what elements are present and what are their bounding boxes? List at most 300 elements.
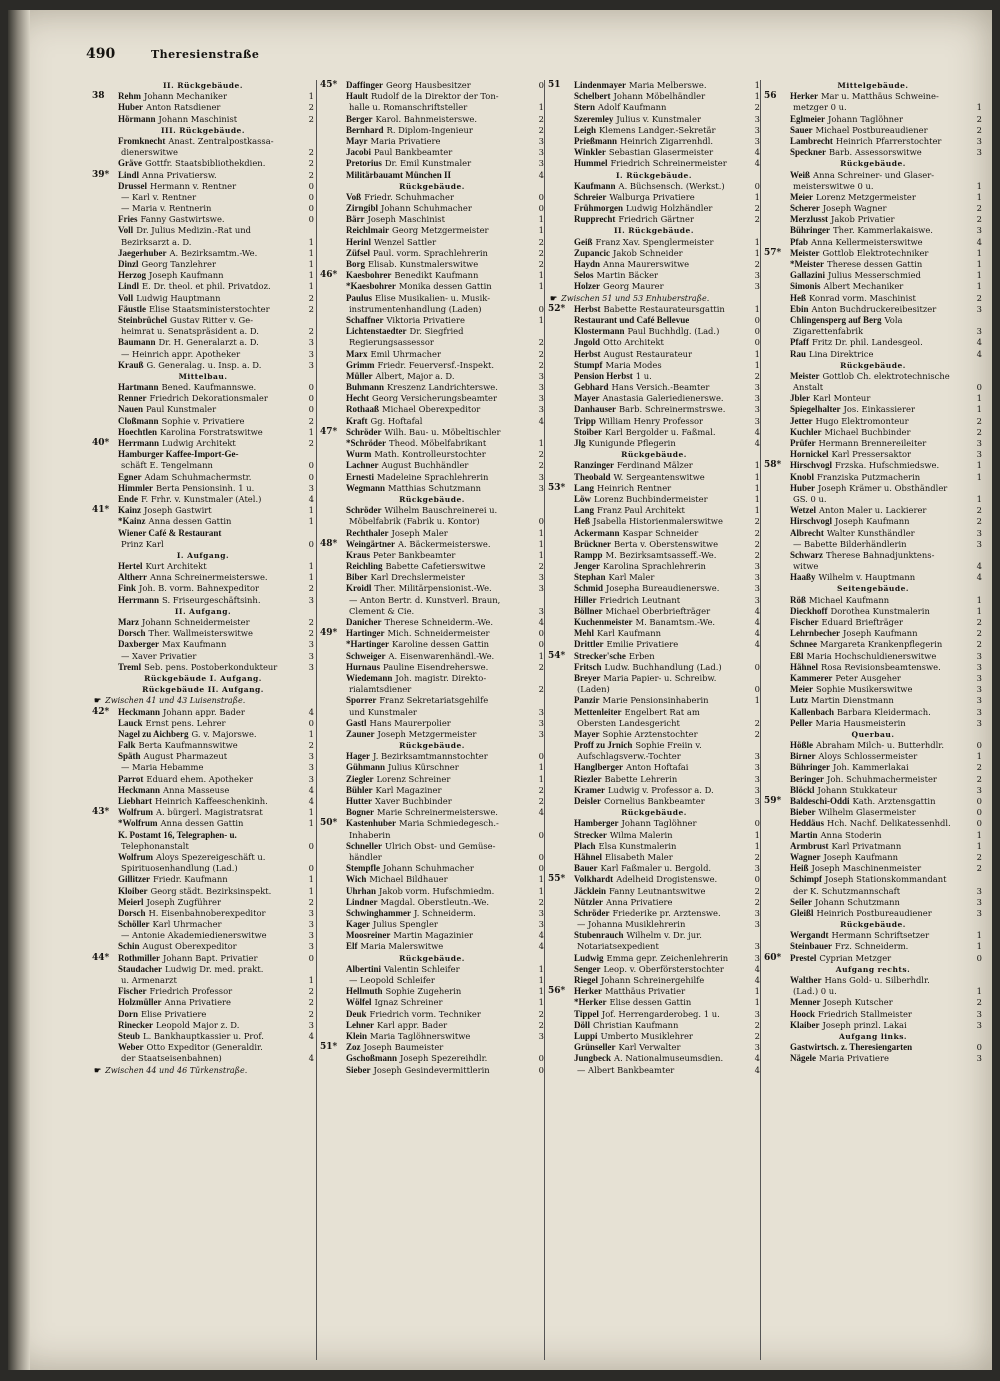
directory-entry <box>92 583 314 594</box>
entry-text <box>346 684 532 695</box>
entry-text <box>574 315 748 326</box>
entry-text <box>574 393 748 404</box>
floor-number: 2 <box>976 863 982 874</box>
entry-text <box>346 237 532 248</box>
entry-text <box>574 427 748 438</box>
resident-name: Grimm <box>346 359 375 370</box>
floor-number: 1 <box>976 270 982 281</box>
directory-entry <box>764 371 982 382</box>
directory-entry <box>320 617 544 628</box>
entry-text <box>574 270 748 281</box>
resident-description: Anton Hoftafai <box>626 762 689 773</box>
resident-name: Fromknecht <box>118 135 166 146</box>
resident-name: Heß <box>790 292 807 303</box>
resident-name: Steinbauer <box>790 941 833 952</box>
entry-text <box>574 606 748 617</box>
directory-entry <box>92 293 314 304</box>
resident-description: Joseph Krämer u. Obsthändler <box>818 482 948 493</box>
house-number <box>764 841 790 852</box>
entry-text <box>346 830 532 841</box>
house-number <box>548 751 574 762</box>
floor-number <box>748 673 760 684</box>
section-heading: I. Rückgebäude. <box>616 170 692 180</box>
entry-text <box>790 662 970 673</box>
house-number <box>764 740 790 751</box>
floor-number: 0 <box>976 382 982 393</box>
resident-description: halle u. Romanschriftsteller <box>349 102 468 113</box>
resident-name: Lauck <box>118 717 143 728</box>
floor-number: 4 <box>538 617 544 627</box>
house-number <box>764 326 790 337</box>
directory-entry <box>764 203 982 214</box>
floor-number: 3 <box>308 930 314 941</box>
entry-text <box>790 427 970 438</box>
resident-name: Kloiber <box>118 885 148 896</box>
resident-description: Joseph Kaufmann <box>823 851 899 862</box>
house-number: 48* <box>320 538 338 549</box>
floor-number: 0 <box>976 796 982 806</box>
house-number <box>548 662 574 673</box>
directory-entry <box>320 785 544 796</box>
entry-text <box>790 807 970 818</box>
entry-text <box>346 662 532 673</box>
entry-text <box>790 684 970 695</box>
floor-number: 3 <box>538 919 544 930</box>
directory-entry <box>320 360 544 371</box>
floor-number: 1 <box>754 348 760 359</box>
house-number <box>92 997 118 1008</box>
resident-description: Gottlob Ch. elektrotechnische <box>822 370 950 381</box>
floor-number: 4 <box>754 438 760 448</box>
resident-name: Fries <box>118 214 138 225</box>
house-number <box>764 718 790 729</box>
floor-number: 3 <box>754 1008 760 1019</box>
floor-number: 3 <box>538 158 544 169</box>
directory-entry <box>764 695 982 706</box>
floor-number: 1 <box>308 505 314 516</box>
resident-name: Kastenhuber <box>346 818 397 829</box>
resident-description: Therese Schneiderm.-We. <box>384 617 494 627</box>
floor-number: 2 <box>538 896 544 907</box>
entry-text <box>118 270 302 281</box>
house-number <box>320 617 346 628</box>
floor-number: 0 <box>976 952 982 963</box>
directory-entry <box>92 248 314 259</box>
resident-name: Dinzl <box>118 259 139 269</box>
resident-name: Löw <box>574 493 592 504</box>
entry-text <box>346 304 532 315</box>
resident-description: Therese Bahnadjunktens- <box>826 549 935 560</box>
resident-name: Kuchler <box>790 426 822 437</box>
house-number <box>320 897 346 908</box>
resident-description: Wilhelm Bauschreinerei u. <box>384 505 498 516</box>
resident-description: Emil Uhrmacher <box>370 348 442 359</box>
entry-text <box>790 438 970 449</box>
directory-entry <box>548 337 760 348</box>
directory-entry <box>764 651 982 662</box>
entry-text <box>574 919 748 930</box>
resident-description: Georg Tanzlehrer <box>141 259 216 269</box>
entry-text <box>346 1042 532 1053</box>
house-number <box>92 360 118 371</box>
resident-description: Anna Schreinermeisterswe. <box>150 572 268 583</box>
directory-entry <box>320 874 544 885</box>
directory-entry <box>548 751 760 762</box>
floor-number: 3 <box>754 796 760 806</box>
entry-text <box>790 695 970 706</box>
resident-description: Inhaberin <box>349 829 391 840</box>
directory-entry <box>764 136 982 147</box>
floor-number: 4 <box>754 1053 760 1064</box>
house-number <box>548 472 574 483</box>
entry-text <box>118 382 302 393</box>
floor-number: 1 <box>976 180 982 191</box>
resident-description: Joseph Kaufmann <box>835 516 910 527</box>
resident-description: Gg. Hoftafal <box>370 415 423 426</box>
house-number <box>92 841 118 852</box>
directory-entry <box>548 248 760 259</box>
resident-name: Herbst <box>574 348 601 359</box>
entry-text <box>790 483 970 494</box>
entry-text <box>346 248 532 259</box>
floor-number: 3 <box>754 393 760 404</box>
floor-number: 1 <box>976 471 982 482</box>
resident-description: Maria Schmiedegesch.- <box>399 818 499 829</box>
resident-name: Stoiber <box>574 426 602 437</box>
resident-name: Lang <box>574 505 595 516</box>
floor-number: 3 <box>538 572 544 583</box>
house-number <box>320 886 346 897</box>
directory-entry <box>764 505 982 516</box>
resident-description: Josepha Bureaudienerswe. <box>606 583 720 594</box>
section-heading: Seitengebäude. <box>837 584 909 594</box>
directory-entry <box>764 930 982 941</box>
house-number <box>92 930 118 941</box>
resident-name: Fritsch <box>574 661 602 672</box>
resident-description: Wenzel Sattler <box>374 236 437 247</box>
entry-text <box>574 830 748 841</box>
floor-number: 3 <box>754 135 760 146</box>
house-number <box>548 516 574 527</box>
resident-description: Therese dessen Gattin <box>826 259 923 269</box>
house-number <box>92 472 118 483</box>
floor-number: 1 <box>754 236 760 247</box>
resident-name: Schin <box>118 941 140 952</box>
house-number <box>320 293 346 304</box>
entry-text <box>574 964 748 975</box>
resident-description: Matthias Schutzmann <box>388 482 482 493</box>
resident-name: Kaufmann <box>574 180 616 191</box>
entry-text <box>574 751 748 762</box>
resident-name: Frühmorgen <box>574 203 623 214</box>
floor-number: 3 <box>754 594 760 605</box>
directory-entry <box>320 102 544 113</box>
resident-name: Bärr <box>346 214 365 225</box>
floor-number: 3 <box>976 1053 982 1064</box>
directory-entry <box>320 371 544 382</box>
resident-description: Eduard ehem. Apotheker <box>146 773 253 784</box>
resident-name: Gräve <box>118 158 142 169</box>
entry-text <box>790 225 970 236</box>
resident-description: Elise dessen Gattin <box>609 997 692 1008</box>
entry-text <box>118 225 302 236</box>
entry-text <box>574 986 748 997</box>
directory-entry <box>320 147 544 158</box>
entry-text <box>118 539 302 550</box>
resident-description: Johann Mechaniker <box>144 91 227 102</box>
directory-entry <box>764 807 982 818</box>
resident-name: Sporrer <box>346 695 377 706</box>
directory-entry <box>92 830 314 841</box>
house-number <box>320 639 346 650</box>
resident-name: Schneller <box>346 840 382 851</box>
resident-name: *Meister <box>790 259 824 269</box>
resident-description: — Antonie Akademiedienerswitwe <box>121 930 267 941</box>
house-number <box>92 639 118 650</box>
directory-entry <box>764 449 982 460</box>
floor-number: 4 <box>538 941 544 952</box>
house-number <box>92 785 118 796</box>
floor-number: 0 <box>976 807 982 818</box>
entry-text <box>790 181 970 192</box>
directory-entry <box>320 751 544 762</box>
directory-entry <box>548 941 760 952</box>
house-number <box>320 192 346 203</box>
resident-name: Lichtenstaedter <box>346 326 407 337</box>
directory-entry <box>548 718 760 729</box>
entry-text <box>574 80 748 91</box>
resident-name: Lutz <box>790 695 808 706</box>
floor-number <box>302 830 314 841</box>
floor-number: 3 <box>538 135 544 146</box>
entry-text <box>118 941 302 952</box>
floor-number: 1 <box>754 91 760 102</box>
entry-text <box>118 1042 302 1053</box>
house-number <box>320 349 346 360</box>
resident-name: Paulus <box>346 292 373 303</box>
house-number <box>320 449 346 460</box>
directory-entry <box>320 695 544 706</box>
resident-description: Spirituosenhandlung (Lad.) <box>121 863 238 874</box>
resident-description: Sophie Zugeherin <box>385 986 462 997</box>
directory-entry <box>548 919 760 930</box>
resident-name: Armbrust <box>790 840 829 851</box>
floor-number: 4 <box>754 158 760 169</box>
floor-number: 3 <box>308 762 314 773</box>
house-number <box>92 494 118 505</box>
entry-text <box>574 863 748 874</box>
resident-description: Notariatsexpedient <box>577 941 659 952</box>
entry-text <box>346 718 532 729</box>
entry-text <box>346 404 532 415</box>
floor-number: 2 <box>538 796 544 806</box>
resident-description: Friedr. Kaufmann <box>152 874 228 885</box>
house-number <box>92 181 118 192</box>
floor-number: 3 <box>754 952 760 963</box>
directory-entry <box>548 438 760 449</box>
house-number <box>92 427 118 438</box>
resident-description: Aloys Spezereigeschäft u. <box>156 851 266 862</box>
resident-name: Cloßmann <box>118 415 159 426</box>
floor-number: 1 <box>538 963 544 974</box>
directory-entry <box>548 505 760 516</box>
resident-name: Selos <box>574 270 594 281</box>
resident-description: Magdal. Oberstleutn.-We. <box>380 896 490 907</box>
house-number <box>764 259 790 270</box>
floor-number: 3 <box>538 370 544 381</box>
entry-text <box>346 651 532 662</box>
entry-text <box>118 114 302 125</box>
directory-entry <box>548 80 760 91</box>
floor-number: 3 <box>538 404 544 415</box>
house-number <box>92 225 118 236</box>
resident-description: Monika dessen Gattin <box>398 281 492 292</box>
directory-entry <box>764 539 982 550</box>
house-number: 43* <box>92 807 110 818</box>
house-number <box>92 516 118 527</box>
resident-name: Dorsch <box>118 628 146 639</box>
house-number <box>548 863 574 874</box>
floor-number: 3 <box>754 415 760 426</box>
resident-name: Tippel <box>574 1008 599 1019</box>
directory-entry <box>320 986 544 997</box>
floor-number: 2 <box>308 438 314 448</box>
floor-number: 3 <box>754 572 760 583</box>
floor-number <box>970 315 982 326</box>
house-number <box>320 975 346 986</box>
resident-name: Pension Herbst <box>574 370 633 381</box>
directory-entry <box>320 729 544 740</box>
floor-number: 1 <box>538 438 544 448</box>
resident-name: Meier <box>790 684 813 695</box>
floor-number: 3 <box>976 706 982 717</box>
resident-description: Adam Schuhmachermstr. <box>144 471 252 482</box>
resident-description: Ignaz Schreiner <box>374 997 443 1008</box>
resident-description: Dr. Julius Medizin.-Rat und <box>136 225 251 236</box>
entry-text <box>790 718 970 729</box>
resident-name: Wölfel <box>346 997 372 1008</box>
entry-text <box>346 673 532 684</box>
entry-text <box>574 326 748 337</box>
entry-text <box>346 192 532 203</box>
resident-description: Otto Expeditor (Generaldir. <box>146 1042 263 1053</box>
house-number <box>92 628 118 639</box>
house-number <box>548 102 574 113</box>
house-number <box>92 404 118 415</box>
house-number <box>764 908 790 919</box>
floor-number: 2 <box>538 449 544 460</box>
floor-number: 1 <box>976 829 982 840</box>
resident-description: J. Bezirksamtmannstochter <box>373 751 488 762</box>
entry-text <box>118 293 302 304</box>
directory-entry <box>548 281 760 292</box>
entry-text <box>574 1009 748 1020</box>
resident-description: Jakob vorm. Hufschmiedm. <box>379 885 495 896</box>
entry-text <box>574 214 748 225</box>
directory-entry <box>320 158 544 169</box>
floor-number: 3 <box>754 907 760 918</box>
house-number <box>548 158 574 169</box>
directory-entry <box>92 237 314 248</box>
resident-description: Anton Maler u. Lackierer <box>819 505 927 516</box>
entry-text <box>790 326 970 337</box>
cross-street-note <box>92 695 314 706</box>
entry-text <box>790 114 970 125</box>
section-heading: III. Rückgebäude. <box>161 125 245 135</box>
entry-text <box>346 874 532 885</box>
resident-name: Lindner <box>346 896 378 907</box>
resident-name: Hähnel <box>790 661 819 672</box>
floor-number: 3 <box>308 650 314 661</box>
directory-entry <box>764 886 982 897</box>
house-number <box>764 639 790 650</box>
entry-text <box>574 718 748 729</box>
directory-entry <box>548 818 760 829</box>
floor-number: 2 <box>754 1030 760 1041</box>
floor-number: 3 <box>754 773 760 784</box>
house-number <box>548 606 574 617</box>
entry-text <box>790 293 970 304</box>
house-number <box>548 114 574 125</box>
entry-text <box>118 751 302 762</box>
floor-number: 1 <box>538 527 544 538</box>
entry-text <box>574 181 748 192</box>
resident-description: Berta Kaufmannswitwe <box>138 740 238 751</box>
entry-text <box>790 572 970 583</box>
resident-description: Konrad vorm. Maschinist <box>809 292 916 303</box>
directory-entry <box>320 270 544 281</box>
house-number <box>320 438 346 449</box>
house-number <box>548 349 574 360</box>
floor-number: 4 <box>754 605 760 616</box>
resident-description: Ferdinand Mälzer <box>617 460 693 471</box>
entry-text <box>574 304 748 315</box>
floor-number: 1 <box>754 493 760 504</box>
entry-text <box>790 930 970 941</box>
entry-text <box>346 281 532 292</box>
floor-number: 0 <box>308 404 314 415</box>
resident-description: Fritz Dr. phil. Landesgeol. <box>812 337 923 348</box>
entry-text <box>574 628 748 639</box>
resident-description: Elsa Kunstmalerin <box>598 840 677 851</box>
house-number <box>548 147 574 158</box>
house-number <box>548 930 574 941</box>
entry-text <box>574 158 748 169</box>
entry-text <box>118 360 302 371</box>
resident-description: Walter Kunsthändler <box>826 527 915 538</box>
resident-name: Bühringer <box>790 225 831 236</box>
entry-text <box>574 438 748 449</box>
resident-description: Karl Faßmaler u. Bergold. <box>600 863 712 874</box>
resident-name: Späth <box>118 751 141 762</box>
house-number <box>548 371 574 382</box>
entry-text <box>346 393 532 404</box>
floor-number: 0 <box>308 863 314 874</box>
resident-name: Hoock <box>790 1008 816 1019</box>
entry-text <box>346 483 532 494</box>
entry-text <box>118 136 302 147</box>
directory-entry <box>764 874 982 885</box>
house-number <box>320 673 346 684</box>
entry-text <box>790 539 970 550</box>
directory-entry <box>92 941 314 952</box>
resident-name: Haydn <box>574 259 601 269</box>
column-1 <box>92 80 314 1360</box>
entry-text <box>574 583 748 594</box>
entry-text <box>346 617 532 628</box>
house-number: 42* <box>92 706 110 717</box>
floor-number: 4 <box>754 1064 760 1075</box>
